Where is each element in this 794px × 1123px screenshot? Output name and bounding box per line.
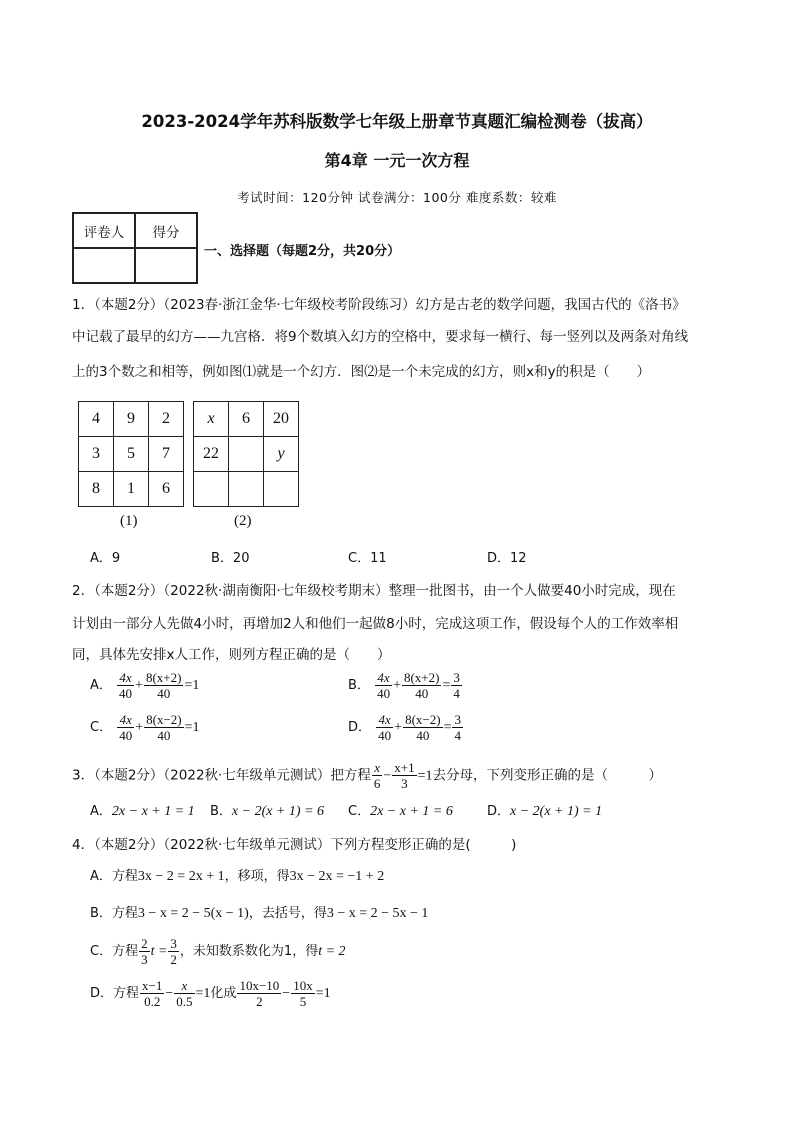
- q1-line3: 上的3个数之和相等，例如图⑴就是一个幻方．图⑵是一个未完成的幻方，则x和y的积是（ ）: [72, 364, 651, 380]
- frac-num: 4x: [375, 670, 392, 686]
- frac-num: 8(x−2): [405, 712, 441, 727]
- frac-num: 2: [141, 936, 148, 951]
- frac-den: 3: [141, 952, 148, 967]
- frac-num: x: [372, 760, 383, 776]
- grader-cell[interactable]: [73, 248, 135, 283]
- grid1-cell: 7: [149, 437, 184, 472]
- frac-num: 4x: [117, 670, 134, 686]
- op: −: [165, 986, 174, 1001]
- frac-num: 4x: [117, 712, 134, 728]
- exam-info: 考试时间：120分钟 试卷满分：100分 难度系数：较难: [237, 190, 557, 205]
- option-text: B．方程: [90, 906, 138, 921]
- q1-line1: 1．（本题2分）（2023春·浙江金华·七年级校考阶段练习）幻方是古老的数学问题，我国古代的《洛书》: [72, 297, 686, 313]
- page-title: 2023-2024学年苏科版数学七年级上册章节真题汇编检测卷（拔高）: [141, 112, 653, 131]
- frac-num: 8(x+2): [403, 670, 440, 685]
- q1-option-b[interactable]: B．20: [211, 551, 250, 566]
- op: =1: [195, 986, 211, 1001]
- option-expr: 3 − x = 2 − 5x − 1: [326, 906, 429, 921]
- frac-num: 10x−10: [239, 978, 280, 993]
- frac-den: 3: [401, 776, 408, 791]
- option-text: D．方程: [90, 986, 140, 1001]
- frac-num: 3: [453, 670, 460, 685]
- magic-square-2: [193, 401, 299, 507]
- grid2-cell: x: [194, 402, 229, 437]
- option-text: ，去括号，得: [248, 906, 327, 921]
- op: =1: [315, 986, 331, 1001]
- q2-option-a[interactable]: [90, 670, 199, 701]
- frac-den: 40: [119, 686, 133, 701]
- q3-stem: [72, 760, 662, 791]
- frac-den: 6: [373, 776, 381, 791]
- op: =1: [184, 678, 200, 693]
- option-expr: 2x − x + 1 = 6: [370, 804, 453, 819]
- q1-option-c[interactable]: C．11: [348, 551, 387, 566]
- grid2-cell: [229, 472, 264, 507]
- grid1-cell: 9: [114, 402, 149, 437]
- option-text: C．方程: [90, 944, 139, 959]
- q2-option-d[interactable]: [348, 712, 464, 743]
- q2-line1: 2．（本题2分）（2022秋·湖南衡阳·七年级校考期末）整理一批图书，由一个人做要40小时完成，现在: [72, 583, 676, 599]
- q3-option-c[interactable]: [348, 800, 453, 820]
- q2-line2: 计划由一部分人先做4小时，再增加2人和他们一起做8小时，完成这项工作，假设每个人的工作效率相: [72, 616, 679, 632]
- q4-option-c[interactable]: [90, 936, 346, 967]
- q2-option-c[interactable]: [90, 712, 200, 743]
- grader-header: 评卷人: [73, 213, 135, 248]
- option-letter: A．: [90, 804, 112, 819]
- q3-prefix: 3．（本题2分）（2022秋·七年级单元测试）把方程: [72, 767, 371, 784]
- figure-label-2: (2): [234, 513, 252, 529]
- grid2-cell: [194, 472, 229, 507]
- frac-num: 8(x−2): [146, 712, 182, 727]
- frac-num: 3: [170, 936, 177, 951]
- frac-den: 40: [378, 728, 392, 743]
- option-expr: 3 − x = 2 − 5(x − 1): [137, 906, 249, 921]
- q3-option-a[interactable]: [90, 800, 195, 820]
- option-letter: B．: [348, 678, 370, 693]
- q4-option-d[interactable]: [90, 978, 331, 1009]
- frac-den: 2: [170, 952, 177, 967]
- grid2-cell: y: [264, 437, 299, 472]
- grid1-cell: 3: [79, 437, 114, 472]
- q1-option-a[interactable]: A．9: [90, 551, 121, 566]
- op: =: [442, 678, 451, 693]
- option-expr: x − 2(x + 1) = 1: [510, 804, 603, 819]
- grid1-cell: 1: [114, 472, 149, 507]
- frac-num: 8(x+2): [145, 670, 182, 685]
- score-header: 得分: [135, 213, 197, 248]
- frac-den: 40: [416, 728, 430, 743]
- chapter-title: 第4章 一元一次方程: [324, 151, 470, 170]
- grid1-cell: 2: [149, 402, 184, 437]
- score-table: [72, 212, 198, 284]
- frac-den: 2: [256, 994, 263, 1009]
- figure-label-1: (1): [120, 513, 138, 529]
- magic-square-1: [78, 401, 184, 507]
- grid1-cell: 5: [114, 437, 149, 472]
- option-letter: D．: [487, 804, 511, 819]
- op: −: [383, 768, 392, 784]
- frac-den: 0.2: [144, 994, 161, 1009]
- op: +: [393, 678, 401, 693]
- frac-den: 40: [377, 686, 391, 701]
- grid1-cell: 6: [149, 472, 184, 507]
- score-cell[interactable]: [135, 248, 197, 283]
- option-expr: 3x − 2 = 2x + 1: [137, 869, 225, 884]
- section-heading: 一、选择题（每题2分，共20分）: [204, 244, 401, 259]
- option-letter: A．: [90, 678, 112, 693]
- frac-den: 40: [119, 728, 133, 743]
- grid2-cell: 6: [229, 402, 264, 437]
- q1-option-d[interactable]: D．12: [487, 551, 527, 566]
- q1-line2: 中记载了最早的幻方——九宫格．将9个数填入幻方的空格中，要求每一横行、每一竖列以及两条对角线: [72, 329, 689, 345]
- op: −: [282, 986, 291, 1001]
- frac-num: x+1: [394, 760, 415, 775]
- option-text: ，移项，得: [224, 869, 290, 884]
- op: +: [135, 678, 143, 693]
- frac-num: 10x: [293, 978, 313, 993]
- frac-den: 4: [453, 686, 460, 701]
- op: =1: [184, 720, 200, 735]
- grid2-cell: [229, 437, 264, 472]
- frac-den: 40: [157, 686, 171, 701]
- q4-option-b[interactable]: [90, 902, 428, 922]
- op: +: [394, 720, 403, 735]
- q3-suffix: 去分母，下列变形正确的是（ ）: [432, 767, 662, 784]
- q3-option-d[interactable]: [487, 800, 602, 820]
- frac-den: 5: [299, 994, 307, 1009]
- frac-den: 0.5: [176, 994, 193, 1009]
- grid2-cell: 20: [264, 402, 299, 437]
- grid1-cell: 8: [79, 472, 114, 507]
- q2-option-b[interactable]: [348, 670, 463, 701]
- frac-num: 4x: [376, 712, 393, 728]
- q4-option-a[interactable]: [90, 865, 384, 885]
- grid2-cell: [264, 472, 299, 507]
- option-text: A．方程: [90, 869, 138, 884]
- q2-line3: 同，具体先安排x人工作，则列方程正确的是（ ）: [72, 647, 391, 663]
- option-text: 化成: [210, 986, 237, 1001]
- option-expr: 3x − 2x = −1 + 2: [289, 869, 385, 884]
- frac-den: 40: [157, 728, 171, 743]
- grid1-cell: 4: [79, 402, 114, 437]
- option-letter: C．: [348, 804, 371, 819]
- frac-den: 4: [454, 728, 461, 743]
- option-expr: 2x − x + 1 = 1: [111, 804, 195, 819]
- option-expr: t = 2: [318, 944, 346, 959]
- option-letter: D．: [348, 720, 372, 735]
- grid2-cell: 22: [194, 437, 229, 472]
- option-text: ，未知数系数化为1，得: [179, 944, 319, 959]
- option-letter: B．: [210, 804, 232, 819]
- frac-den: 40: [415, 686, 429, 701]
- frac-num: x−1: [142, 978, 163, 993]
- op: =1: [417, 768, 433, 784]
- op: =: [443, 720, 452, 735]
- frac-num: x: [174, 978, 194, 994]
- op: +: [135, 720, 144, 735]
- option-expr: x − 2(x + 1) = 6: [231, 804, 325, 819]
- frac-num: 3: [454, 712, 461, 727]
- option-expr: t =: [150, 944, 168, 959]
- q3-option-b[interactable]: [210, 800, 324, 820]
- q4-stem: 4．（本题2分）（2022秋·七年级单元测试）下列方程变形正确的是( ): [72, 837, 517, 853]
- option-letter: C．: [90, 720, 113, 735]
